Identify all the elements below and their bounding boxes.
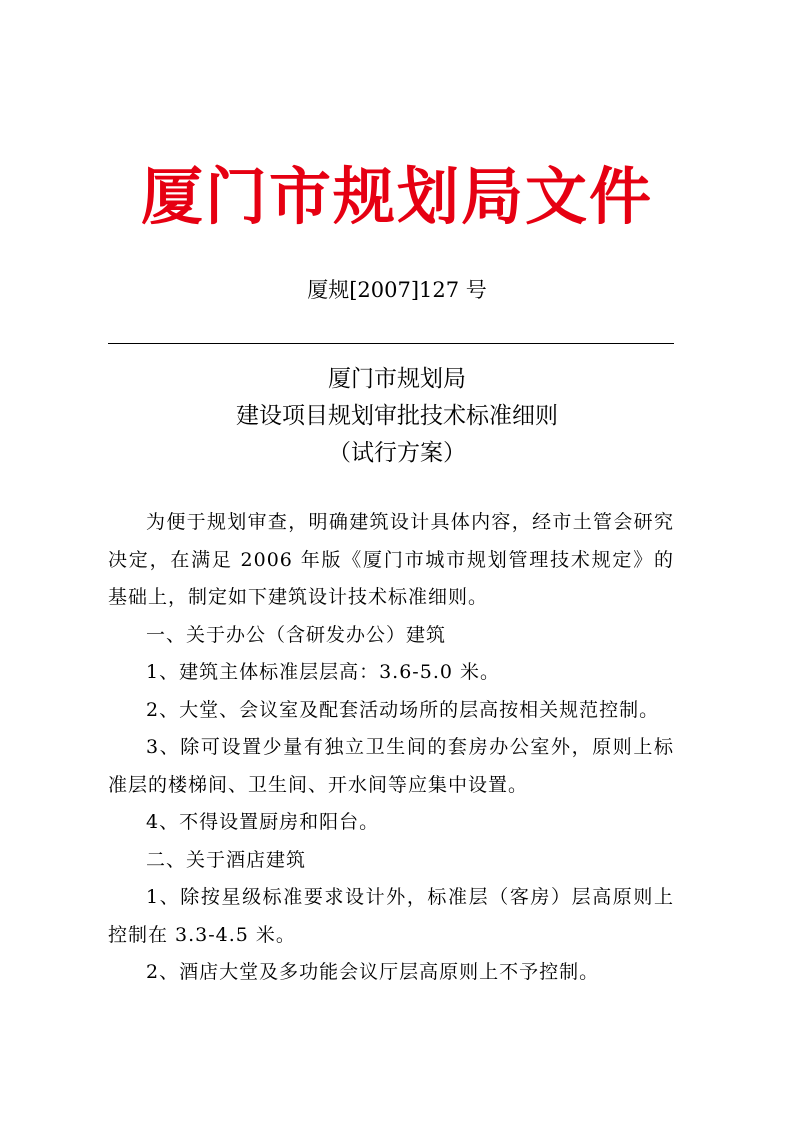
section-heading-office: 一、关于办公（含研发办公）建筑 (146, 623, 447, 646)
subject-line-note: （试行方案） (328, 440, 466, 466)
body-paragraph: 2、酒店大堂及多功能会议厅层高原则上不予控制。 (146, 961, 600, 983)
body-paragraph: 2、大堂、会议室及配套活动场所的层高按相关规范控制。 (146, 698, 660, 721)
body-paragraph: 4、不得设置厨房和阳台。 (146, 811, 380, 833)
document-header-title: 厦门市规划局文件 (140, 160, 653, 233)
document-body (108, 504, 674, 992)
subject-line-issuer: 厦门市规划局 (328, 366, 466, 392)
subject-line-title: 建设项目规划审批技术标准细则 (236, 403, 558, 429)
section-heading-hotel: 二、关于酒店建筑 (146, 848, 307, 871)
header-divider (108, 343, 674, 344)
body-paragraph: 为便于规划审查，明确建筑设计具体内容，经市土管会研究决定，在满足 2006 年版《厦门市城市规划管理技术规定》的基础上，制定如下建筑设计技术标准细则。 (108, 511, 674, 608)
document-subject (0, 361, 794, 472)
body-paragraph: 3、除可设置少量有独立卫生间的套房办公室外，原则上标准层的楼梯间、卫生间、开水间等应集中设置。 (108, 736, 674, 796)
document-number: 厦规[2007]127 号 (307, 278, 487, 302)
body-paragraph: 1、建筑主体标准层层高：3.6-5.0 米。 (146, 661, 500, 683)
body-paragraph: 1、除按星级标准要求设计外，标准层（客房）层高原则上控制在 3.3-4.5 米。 (108, 886, 674, 946)
